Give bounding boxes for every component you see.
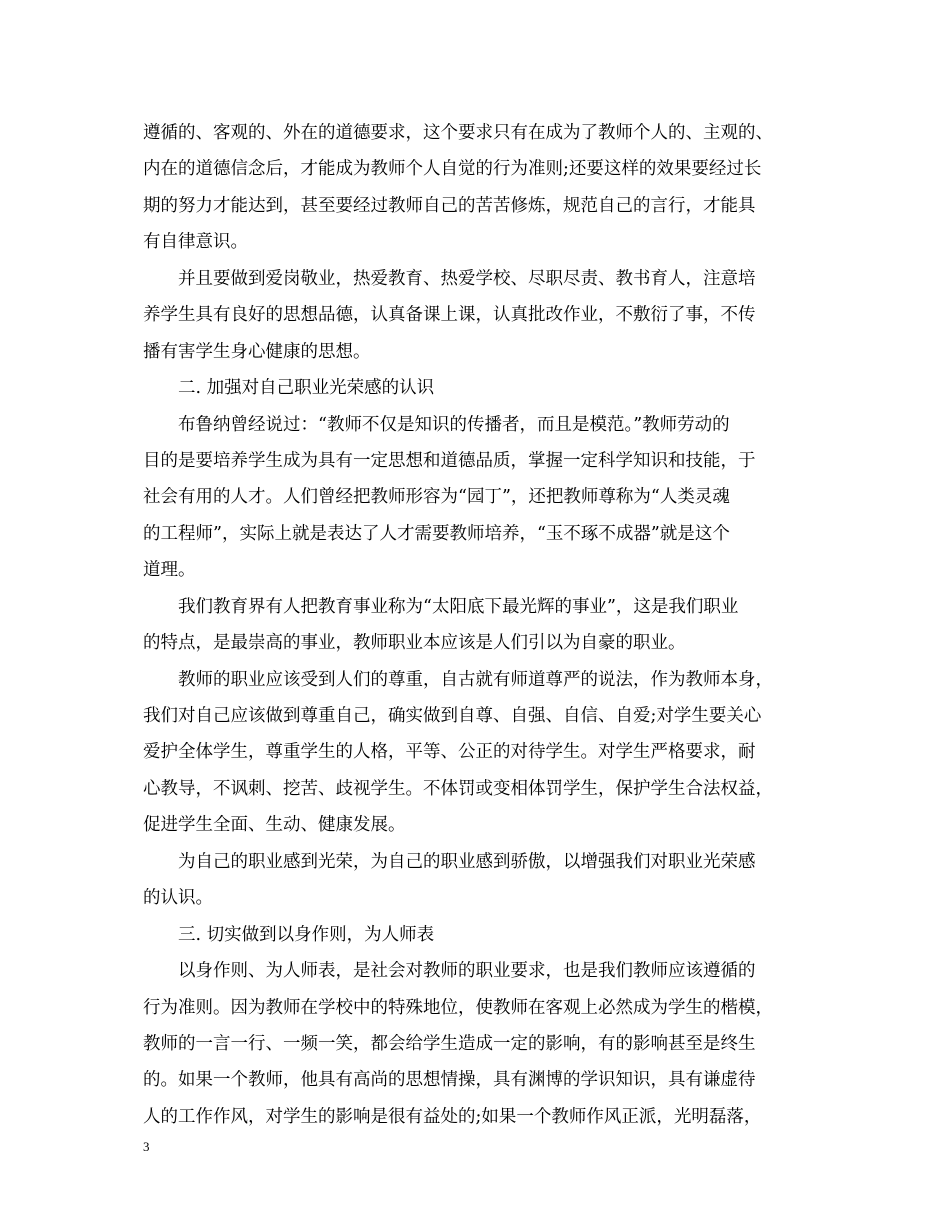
text-line: 并且要做到爱岗敬业，热爱教育、热爱学校、尽职尽责、教书育人，注意培 — [178, 268, 756, 289]
text-line: 行为准则。因为教师在学校中的特殊地位，使教师在客观上必然成为学生的楷模， — [143, 997, 773, 1018]
page-number: 3 — [143, 1139, 150, 1154]
text-line: 促进学生全面、生动、健康发展。 — [143, 815, 406, 836]
text-line: 的特点，是最崇高的事业，教师职业本应该是人们引以为自豪的职业。 — [143, 633, 686, 654]
text-line: 为自己的职业感到光荣，为自己的职业感到骄傲，以增强我们对职业光荣感 — [178, 851, 756, 872]
text-line: 布鲁纳曾经说过：“教师不仅是知识的传播者，而且是模范。”教师劳动的 — [178, 414, 730, 435]
body-text — [143, 115, 813, 1135]
text-line: 我们教育界有人把教育事业称为“太阳底下最光辉的事业”，这是我们职业 — [178, 596, 739, 617]
text-line: 期的努力才能达到，甚至要经过教师自己的苦苦修炼，规范自己的言行，才能具 — [143, 195, 756, 216]
text-line: 的。如果一个教师，他具有高尚的思想情操，具有渊博的学识知识，具有谦虚待 — [143, 1070, 756, 1091]
text-line: 教师的职业应该受到人们的尊重，自古就有师道尊严的说法，作为教师本身， — [178, 669, 773, 690]
text-line: 社会有用的人才。人们曾经把教师形容为“园丁”，还把教师尊称为“人类灵魂 — [143, 487, 730, 508]
text-line: 教师的一言一行、一频一笑，都会给学生造成一定的影响，有的影响甚至是终生 — [143, 1033, 756, 1054]
text-line: 三. 切实做到以身作则，为人师表 — [178, 924, 435, 945]
text-line: 道理。 — [143, 560, 196, 581]
text-line: 有自律意识。 — [143, 232, 248, 253]
text-line: 播有害学生身心健康的思想。 — [143, 341, 371, 362]
text-line: 养学生具有良好的思想品德，认真备课上课，认真批改作业，不敷衍了事，不传 — [143, 305, 756, 326]
text-line: 目的是要培养学生成为具有一定思想和道德品质，掌握一定科学知识和技能，于 — [143, 450, 756, 471]
text-line: 以身作则、为人师表，是社会对教师的职业要求，也是我们教师应该遵循的 — [178, 961, 756, 982]
text-line: 人的工作作风，对学生的影响是很有益处的;如果一个教师作风正派，光明磊落， — [143, 1106, 762, 1127]
text-line: 的工程师”，实际上就是表达了人才需要教师培养，“玉不琢不成器”就是这个 — [143, 523, 730, 544]
text-line: 心教导，不讽刺、挖苦、歧视学生。不体罚或变相体罚学生，保护学生合法权益， — [143, 778, 773, 799]
text-line: 遵循的、客观的、外在的道德要求，这个要求只有在成为了教师个人的、主观的、 — [143, 123, 773, 143]
text-line: 二. 加强对自己职业光荣感的认识 — [178, 378, 435, 399]
text-line: 的认识。 — [143, 888, 213, 909]
text-line: 内在的道德信念后，才能成为教师个人自觉的行为准则;还要这样的效果要经过长 — [143, 159, 762, 180]
text-line: 我们对自己应该做到尊重自己，确实做到自尊、自强、自信、自爱;对学生要关心 — [143, 706, 762, 726]
text-line: 爱护全体学生，尊重学生的人格，平等、公正的对待学生。对学生严格要求，耐 — [143, 742, 756, 763]
